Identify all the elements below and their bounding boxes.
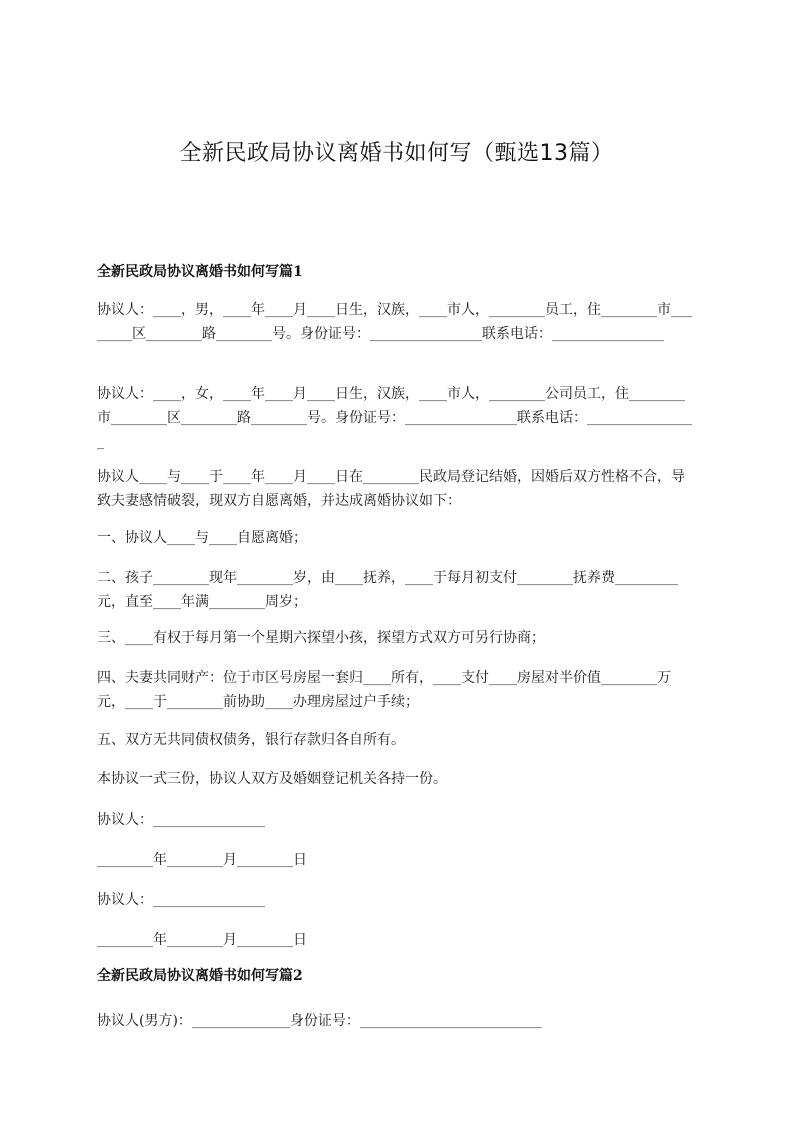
clause-5: 五、双方无共同债权债务，银行存款归各自所有。 <box>97 732 405 748</box>
clause-2: 二、孩子________现年________岁，由____抚养，____于每月初支付________抚养费_________元，直至____年满________周岁； <box>97 570 678 610</box>
copies-statement: 本协议一式三份，协议人双方及婚姻登记机关各持一份。 <box>97 771 447 787</box>
clause-1: 一、协议人____与____自愿离婚； <box>97 530 307 546</box>
clause-3: 三、____有权于每月第一个星期六探望小孩，探望方式双方可另行协商； <box>97 630 545 646</box>
clause-4: 四、夫妻共同财产：位于市区号房屋一套归____所有，____支付____房屋对半价值________万元，____于________前协助____办理房屋过户手续； <box>97 670 671 710</box>
date-line-1: ________年________月________日 <box>97 852 307 868</box>
date-line-2: ________年________月________日 <box>97 932 307 948</box>
marriage-statement-paragraph: 协议人____与____于____年____月____日在________民政局登记结婚，因婚后双方性格不合，导致夫妻感情破裂，现双方自愿离婚，并达成离婚协议如下： <box>97 469 685 509</box>
section-heading-1: 全新民政局协议离婚书如何写篇1 <box>97 264 303 280</box>
party-male-id-line: 协议人(男方)：______________身份证号：__________________________ <box>97 1013 542 1029</box>
party-female-paragraph: 协议人：____，女，____年____月____日生，汉族，____市人，________公司员工，住________市________区________路________号。身份证号：________________联系电话：________________ <box>97 386 692 450</box>
party-male-paragraph: 协议人：____，男，____年____月____日生，汉族，____市人，________员工，住________市________区________路________号。身份证号：________________联系电话：________________ <box>97 302 692 342</box>
signature-line-1: 协议人：________________ <box>97 812 265 828</box>
document-title: 全新民政局协议离婚书如何写（甄选13篇） <box>179 141 614 166</box>
section-heading-2: 全新民政局协议离婚书如何写篇2 <box>97 968 303 984</box>
signature-line-2: 协议人：________________ <box>97 892 265 908</box>
